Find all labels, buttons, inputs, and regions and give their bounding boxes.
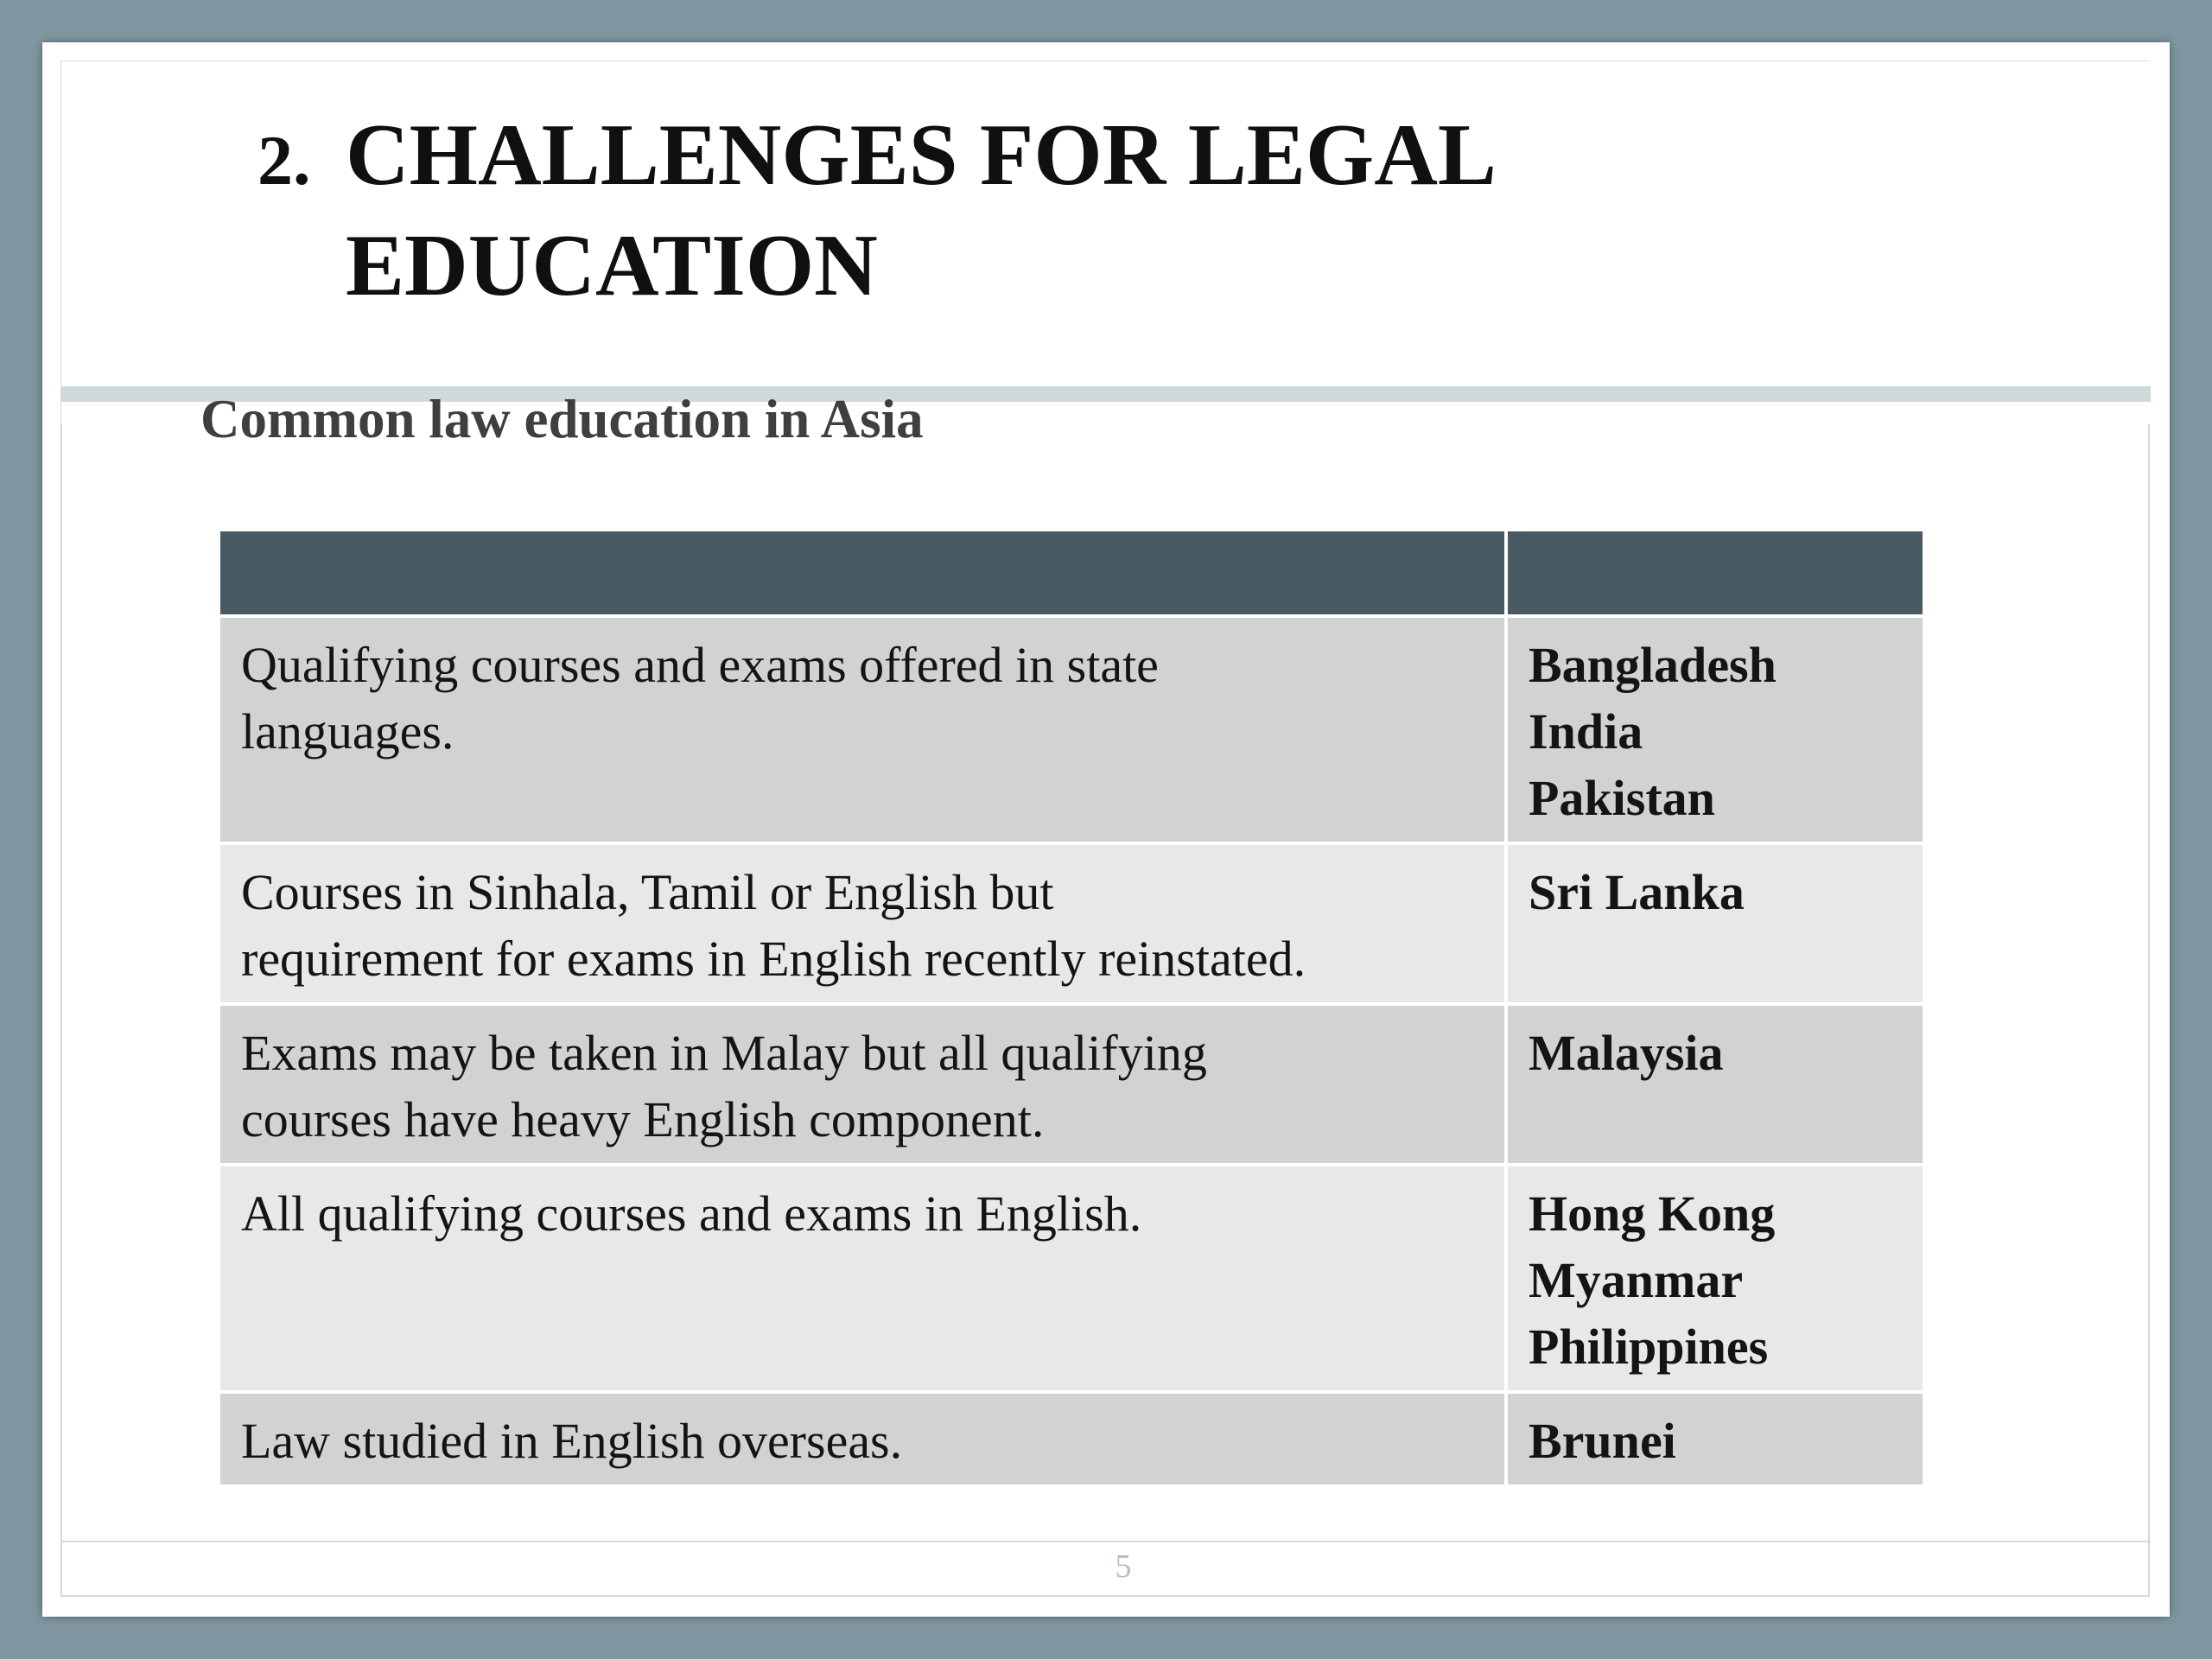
country-name: Malaysia xyxy=(1529,1025,1724,1081)
country-name: Bangladesh xyxy=(1529,637,1777,693)
title-number: 2. xyxy=(257,121,311,200)
country-name: Pakistan xyxy=(1529,770,1715,826)
title-line-1: CHALLENGES FOR LEGAL xyxy=(346,106,1497,204)
row-description xyxy=(220,1166,1504,1390)
description-line: All qualifying courses and exams in English. xyxy=(241,1185,1142,1242)
description-line: Courses in Sinhala, Tamil or English but xyxy=(241,864,1054,920)
table-row xyxy=(220,618,1923,842)
footer-divider xyxy=(61,1541,2151,1542)
description-line: Exams may be taken in Malay but all qualifying xyxy=(241,1025,1207,1081)
description-line: languages. xyxy=(241,703,454,760)
table-row xyxy=(220,1166,1923,1390)
slide xyxy=(42,42,2170,1617)
slide-subtitle: Common law education in Asia xyxy=(200,389,924,449)
description-line: requirement for exams in English recently reinstated. xyxy=(241,931,1306,987)
description-line: courses have heavy English component. xyxy=(241,1091,1045,1147)
row-countries xyxy=(1508,1166,1923,1390)
country-name: India xyxy=(1529,703,1643,760)
country-name: Myanmar xyxy=(1529,1252,1744,1308)
country-name: Philippines xyxy=(1529,1319,1769,1375)
title-area xyxy=(61,61,2151,424)
table-row xyxy=(220,845,1923,1002)
table-header-description xyxy=(220,531,1504,614)
slide-title xyxy=(257,103,1497,319)
row-countries xyxy=(1508,618,1923,842)
table-row xyxy=(220,1394,1923,1484)
row-countries xyxy=(1508,1006,1923,1163)
row-description xyxy=(220,1394,1504,1484)
table-header-countries xyxy=(1508,531,1923,614)
country-name: Sri Lanka xyxy=(1529,864,1745,920)
row-description xyxy=(220,845,1504,1002)
country-name: Hong Kong xyxy=(1529,1185,1776,1242)
row-description xyxy=(220,618,1504,842)
row-countries xyxy=(1508,1394,1923,1484)
row-countries xyxy=(1508,845,1923,1002)
language-table xyxy=(217,528,1926,1488)
table-row xyxy=(220,1006,1923,1163)
description-line: Law studied in English overseas. xyxy=(241,1413,903,1469)
description-line: Qualifying courses and exams offered in state xyxy=(241,637,1159,693)
table-header-row xyxy=(220,531,1923,614)
country-name: Brunei xyxy=(1529,1413,1676,1469)
title-line-2: EDUCATION xyxy=(346,217,878,315)
row-description xyxy=(220,1006,1504,1163)
page-number: 5 xyxy=(1115,1548,1132,1585)
